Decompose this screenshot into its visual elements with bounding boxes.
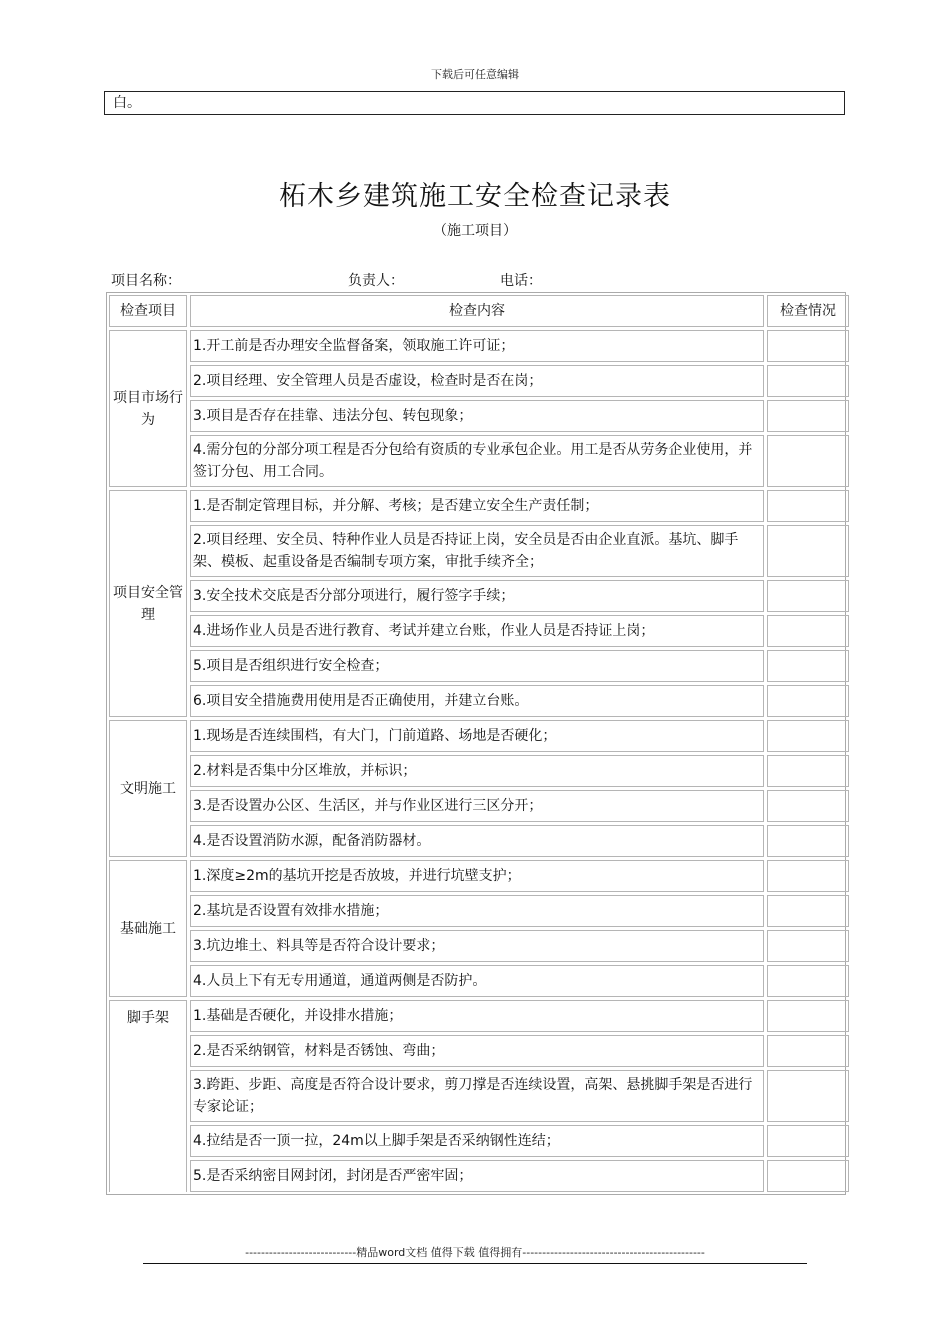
category-scaffold: 脚手架: [109, 1000, 187, 1192]
check-item: 2.项目经理、安全管理人员是否虚设，检查时是否在岗；: [190, 365, 764, 397]
category-safety-mgmt: 项目安全管理: [109, 490, 187, 717]
check-item: 4.需分包的分部分项工程是否分包给有资质的专业承包企业。用工是否从劳务企业使用，并签订分包、用工合同。: [190, 435, 764, 487]
check-item: 6.项目安全措施费用使用是否正确使用，并建立台账。: [190, 685, 764, 717]
check-item: 3.安全技术交底是否分部分项进行，履行签字手续；: [190, 580, 764, 612]
status-cell[interactable]: [767, 895, 849, 927]
check-item: 1.是否制定管理目标，并分解、考核；是否建立安全生产责任制；: [190, 490, 764, 522]
check-item: 1.现场是否连续围档，有大门，门前道路、场地是否硬化；: [190, 720, 764, 752]
category-civilized: 文明施工: [109, 720, 187, 857]
check-item: 3.项目是否存在挂靠、违法分包、转包现象；: [190, 400, 764, 432]
status-cell[interactable]: [767, 1160, 849, 1192]
top-text-box: 白。: [104, 91, 845, 115]
check-item: 4.是否设置消防水源，配备消防器材。: [190, 825, 764, 857]
check-item: 2.是否采纳钢管，材料是否锈蚀、弯曲；: [190, 1035, 764, 1067]
status-cell[interactable]: [767, 1000, 849, 1032]
status-cell[interactable]: [767, 790, 849, 822]
check-item: 3.跨距、步距、高度是否符合设计要求，剪刀撑是否连续设置，高架、悬挑脚手架是否进行专家论证；: [190, 1070, 764, 1122]
check-item: 1.基础是否硬化，并设排水措施；: [190, 1000, 764, 1032]
status-cell[interactable]: [767, 490, 849, 522]
inspection-table: [106, 292, 846, 1195]
status-cell[interactable]: [767, 1070, 849, 1122]
status-cell[interactable]: [767, 400, 849, 432]
header-note: 下载后可任意编辑: [431, 68, 519, 81]
status-cell[interactable]: [767, 580, 849, 612]
check-item: 3.是否设置办公区、生活区，并与作业区进行三区分开；: [190, 790, 764, 822]
status-cell[interactable]: [767, 1125, 849, 1157]
status-cell[interactable]: [767, 365, 849, 397]
check-item: 5.是否采纳密目网封闭，封闭是否严密牢固；: [190, 1160, 764, 1192]
category-foundation: 基础施工: [109, 860, 187, 997]
status-cell[interactable]: [767, 330, 849, 362]
check-item: 4.拉结是否一顶一拉，24m以上脚手架是否采纳钢性连结；: [190, 1125, 764, 1157]
project-name-label: 项目名称：: [111, 273, 181, 289]
status-cell[interactable]: [767, 755, 849, 787]
status-cell[interactable]: [767, 615, 849, 647]
status-cell[interactable]: [767, 1035, 849, 1067]
status-cell[interactable]: [767, 965, 849, 997]
status-cell[interactable]: [767, 720, 849, 752]
header-status: 检查情况: [767, 295, 849, 327]
check-item: 5.项目是否组织进行安全检查；: [190, 650, 764, 682]
check-item: 2.材料是否集中分区堆放，并标识；: [190, 755, 764, 787]
status-cell[interactable]: [767, 435, 849, 487]
header-category: 检查项目: [109, 295, 187, 327]
check-item: 2.项目经理、安全员、特种作业人员是否持证上岗，安全员是否由企业直派。基坑、脚手架、模板、起重设备是否编制专项方案，审批手续齐全；: [190, 525, 764, 577]
status-cell[interactable]: [767, 525, 849, 577]
footer-text: ----------------------------精品word文档 值得下载 值得拥有----------------------------------------------: [245, 1246, 705, 1259]
status-cell[interactable]: [767, 650, 849, 682]
status-cell[interactable]: [767, 930, 849, 962]
check-item: 4.进场作业人员是否进行教育、考试并建立台账，作业人员是否持证上岗；: [190, 615, 764, 647]
check-item: 1.深度≥2m的基坑开挖是否放坡，并进行坑壁支护；: [190, 860, 764, 892]
leader-label: 负责人：: [348, 273, 404, 289]
category-market: 项目市场行为: [109, 330, 187, 487]
phone-label: 电话：: [500, 273, 542, 289]
footer-divider: [143, 1263, 807, 1264]
status-cell[interactable]: [767, 860, 849, 892]
status-cell[interactable]: [767, 825, 849, 857]
page-subtitle: （施工项目）: [433, 223, 517, 239]
header-content: 检查内容: [190, 295, 764, 327]
status-cell[interactable]: [767, 685, 849, 717]
check-item: 4.人员上下有无专用通道，通道两侧是否防护。: [190, 965, 764, 997]
check-item: 3.坑边堆土、料具等是否符合设计要求；: [190, 930, 764, 962]
check-item: 2.基坑是否设置有效排水措施；: [190, 895, 764, 927]
page-title: 柘木乡建筑施工安全检查记录表: [279, 181, 671, 212]
check-item: 1.开工前是否办理安全监督备案，领取施工许可证；: [190, 330, 764, 362]
